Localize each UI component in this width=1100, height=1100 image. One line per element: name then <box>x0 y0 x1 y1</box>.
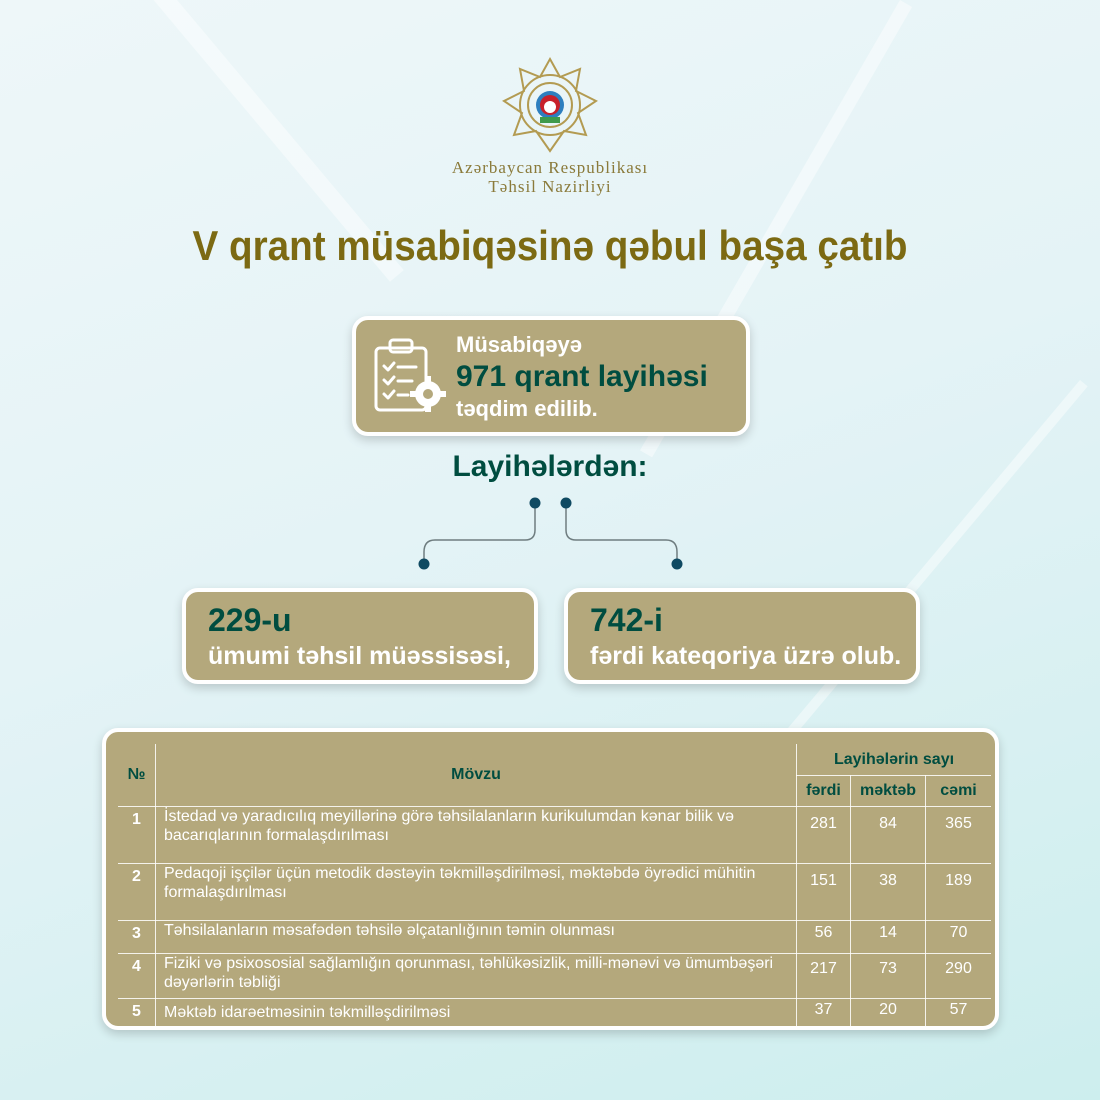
individual-projects-count: 742-i <box>590 602 663 638</box>
topics-table <box>118 744 991 1030</box>
header-topic: Mövzu <box>156 744 797 807</box>
row-school: 38 <box>851 864 926 921</box>
row-topic: Məktəb idarəetməsinin təkmilləşdirilməsi <box>156 999 797 1031</box>
table-row <box>118 999 991 1031</box>
header-count-group: Layihələrin sayı <box>797 744 992 776</box>
row-total: 189 <box>926 864 992 921</box>
row-total: 57 <box>926 999 992 1031</box>
header-individual: fərdi <box>797 776 851 807</box>
row-number: 5 <box>118 999 156 1031</box>
row-individual: 56 <box>797 921 851 954</box>
page-headline: V qrant müsabiqəsinə qəbul başa çatıb <box>192 222 908 269</box>
total-line3: təqdim edilib. <box>456 396 598 421</box>
row-individual: 37 <box>797 999 851 1031</box>
row-topic: Təhsilalanların məsafədən təhsilə əlçatanlığının təmin olunması <box>156 921 797 954</box>
row-number: 2 <box>118 864 156 921</box>
individual-projects-box <box>564 588 920 684</box>
row-total: 365 <box>926 807 992 864</box>
total-line2: 971 qrant layihəsi <box>456 360 708 393</box>
school-projects-box <box>182 588 538 684</box>
topics-table-panel <box>102 728 999 1030</box>
ministry-name-line2: Təhsil Nazirliyi <box>488 177 612 196</box>
row-number: 1 <box>118 807 156 864</box>
row-school: 20 <box>851 999 926 1031</box>
ministry-name-line1: Azərbaycan Respublikası <box>451 158 649 177</box>
table-row <box>118 807 991 864</box>
row-topic: Fiziki və psixososial sağlamlığın qorunması, təhlükəsizlik, milli-mənəvi və ümumbəşəri dəyərlərin təbliği <box>156 954 797 999</box>
row-total: 70 <box>926 921 992 954</box>
header-school: məktəb <box>851 776 926 807</box>
row-number: 4 <box>118 954 156 999</box>
table-row <box>118 864 991 921</box>
row-individual: 217 <box>797 954 851 999</box>
school-projects-count: 229-u <box>208 602 292 638</box>
row-individual: 281 <box>797 807 851 864</box>
table-row <box>118 921 991 954</box>
sub-heading: Layihələrdən: <box>452 450 648 483</box>
row-topic: İstedad və yaradıcılıq meyillərinə görə təhsilalanların kurikulumdan kənar bilik və bacarıqlarının formalaşdırılması <box>156 807 797 864</box>
row-topic: Pedaqoji işçilər üçün metodik dəstəyin təkmilləşdirilməsi, məktəbdə öyrədici mühitin formalaşdırılması <box>156 864 797 921</box>
row-number: 3 <box>118 921 156 954</box>
school-projects-label: ümumi təhsil müəssisəsi, <box>208 642 511 670</box>
row-school: 73 <box>851 954 926 999</box>
row-total: 290 <box>926 954 992 999</box>
header-no: № <box>118 744 156 807</box>
row-individual: 151 <box>797 864 851 921</box>
individual-projects-label: fərdi kateqoriya üzrə olub. <box>590 642 902 670</box>
total-line1: Müsabiqəyə <box>456 332 582 357</box>
row-school: 14 <box>851 921 926 954</box>
table-row <box>118 954 991 999</box>
row-school: 84 <box>851 807 926 864</box>
header-total: cəmi <box>926 776 992 807</box>
